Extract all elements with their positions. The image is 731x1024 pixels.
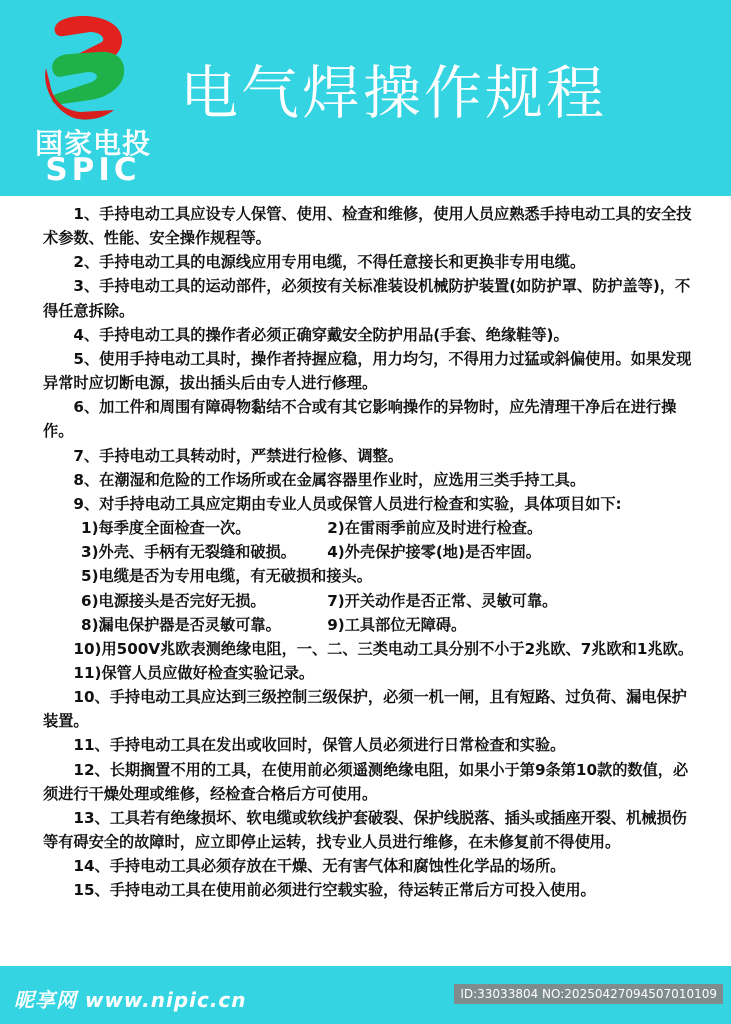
rule-item: 12、长期搁置不用的工具，在使用前必须遥测绝缘电阻，如果小于第9条第10款的数值，必须进行干燥处理或维修，经检查合格后方可使用。 [43,760,689,803]
check-item-row [43,540,698,564]
rule-item: 10)用500V兆欧表测绝缘电阻，一、二、三类电动工具分别不小于2兆欧、7兆欧和1兆欧。 [73,639,694,658]
logo-english-text: SPIC [45,152,141,188]
check-item-row [43,613,698,637]
rule-item: 6、加工件和周围有障碍物黏结不合或有其它影响操作的异物时，应先清理干净后在进行操作。 [43,398,677,441]
check-item: 9)工具部位无障碍。 [327,615,467,634]
rule-item: 14、手持电动工具必须存放在干燥、无有害气体和腐蚀性化学品的场所。 [73,857,566,876]
check-item: 4)外壳保护接零(地)是否牢固。 [327,543,541,562]
rule-item: 11、手持电动工具在发出或收回时，保管人员必须进行日常检查和实验。 [73,736,566,755]
regulation-body [43,202,698,903]
footer-banner [0,966,731,1024]
check-item: 1)每季度全面检查一次。 [81,519,251,538]
rule-item: 11)保管人员应做好检查实验记录。 [73,663,315,682]
rule-item: 10、手持电动工具应达到三级控制三级保护，必须一机一闸，且有短路、过负荷、漏电保护装置。 [43,688,687,731]
rule-item: 15、手持电动工具在使用前必须进行空载实验，待运转正常后方可投入使用。 [73,881,596,900]
rule-item: 3、手持电动工具的运动部件，必须按有关标准装设机械防护装置(如防护罩、防护盖等)，不得任意拆除。 [43,277,691,320]
rule-item: 9、对手持电动工具应定期由专业人员或保管人员进行检查和实验，具体项目如下: [73,494,622,513]
rule-item: 1、手持电动工具应设专人保管、使用、检查和维修，使用人员应熟悉手持电动工具的安全技术参数、性能、安全操作规程等。 [43,205,692,248]
check-item-row [43,564,698,588]
image-id-label: ID:33033804 NO:20250427094507010109 [454,984,723,1004]
watermark-text: 昵享网 www.nipic.cn [14,988,247,1012]
page-title: 电气焊操作规程 [180,59,608,127]
check-item: 6)电源接头是否完好无损。 [81,591,266,610]
header-banner [0,0,731,196]
logo-chinese-text: 国家电投 [34,127,151,160]
check-item: 8)漏电保护器是否灵敏可靠。 [81,615,281,634]
check-item: 2)在雷雨季前应及时进行检查。 [327,519,543,538]
rule-item: 8、在潮湿和危险的工作场所或在金属容器里作业时，应选用三类手持工具。 [73,470,586,489]
check-item: 7)开关动作是否正常、灵敏可靠。 [327,591,558,610]
rule-item: 2、手持电动工具的电源线应用专用电缆，不得任意接长和更换非专用电缆。 [73,253,586,272]
rule-item: 7、手持电动工具转动时，严禁进行检修、调整。 [73,446,403,465]
rule-item: 13、工具若有绝缘损坏、软电缆或软线护套破裂、保护线脱落、插头或插座开裂、机械损伤等有碍安全的故障时，应立即停止运转，找专业人员进行维修，在未修复前不得使用。 [43,808,687,852]
check-item-row [43,516,698,540]
rule-item: 5、使用手持电动工具时，操作者持握应稳，用力均匀，不得用力过猛或斜偏使用。如果发现异常时应切断电源，拔出插头后由专人进行修理。 [43,349,692,393]
check-item-row [43,589,698,613]
rule-item: 4、手持电动工具的操作者必须正确穿戴安全防护用品(手套、绝缘鞋等)。 [73,325,569,344]
spic-logo-icon [40,14,130,122]
check-item: 3)外壳、手柄有无裂缝和破损。 [81,543,296,562]
check-item: 5)电缆是否为专用电缆，有无破损和接头。 [81,567,372,586]
